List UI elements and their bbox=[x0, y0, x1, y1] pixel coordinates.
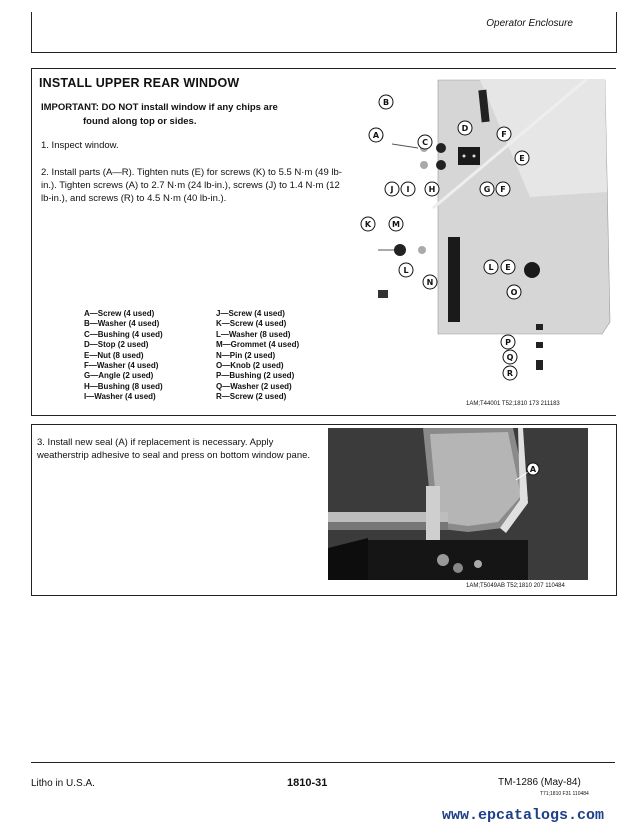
legend-item: E—Nut (8 used) bbox=[84, 350, 144, 360]
important-note bbox=[41, 101, 341, 129]
window-parts-illustration bbox=[360, 72, 614, 402]
legend-item: G—Angle (2 used) bbox=[84, 371, 154, 381]
footer-rule bbox=[31, 762, 615, 763]
watermark-link[interactable]: www.epcatalogs.com bbox=[442, 807, 605, 824]
callout-n: N bbox=[426, 278, 434, 287]
step-1-text: 1. Inspect window. bbox=[41, 140, 119, 151]
step-2-text: 2. Install parts (A—R). Tighten nuts (E) for screws (K) to 5.5 N·m (49 lb-in.). Tighten screws (A) to 2.7 N·m (24 lb-in.), screws (J) to 1.4 N·m (12 lb-in.), and screws (R) to 4.5 N·m (40 lb-in.). bbox=[41, 167, 342, 204]
figure-1-id: 1AM;T44001 T52;1810 173 211183 bbox=[466, 401, 560, 407]
callout-r: R bbox=[506, 369, 514, 378]
page-number: 1810-31 bbox=[287, 777, 328, 789]
legend-item: I—Washer (4 used) bbox=[84, 392, 156, 402]
important-line-2: found along top or sides. bbox=[83, 116, 197, 127]
photo-id: 1AM;T5049AB T52;1810 207 110484 bbox=[466, 583, 565, 589]
callout-g: G bbox=[483, 185, 491, 194]
legend-item: Q—Washer (2 used) bbox=[216, 381, 292, 391]
callout-f-2: F bbox=[500, 185, 506, 194]
seal-photo bbox=[328, 428, 588, 580]
manual-id: TM-1286 (May-84) bbox=[498, 777, 581, 788]
legend-item: D—Stop (2 used) bbox=[84, 340, 149, 350]
legend-item: F—Washer (4 used) bbox=[84, 361, 159, 371]
legend-item: R—Screw (2 used) bbox=[216, 392, 287, 402]
step-3-text: 3. Install new seal (A) if replacement is necessary. Apply weatherstrip adhesive to seal and press on bottom window pane. bbox=[37, 437, 311, 461]
callout-k: K bbox=[364, 220, 372, 229]
callout-p: P bbox=[505, 338, 511, 347]
legend-item: K—Screw (4 used) bbox=[216, 319, 287, 329]
callout-e-2: E bbox=[505, 263, 511, 272]
callout-f: F bbox=[501, 130, 507, 139]
callout-m: M bbox=[392, 220, 400, 229]
section-title: INSTALL UPPER REAR WINDOW bbox=[39, 76, 240, 90]
important-line-1: IMPORTANT: DO NOT install window if any chips are bbox=[41, 102, 278, 113]
callout-o: O bbox=[510, 288, 518, 297]
callout-h: H bbox=[428, 185, 436, 194]
legend-item: C—Bushing (4 used) bbox=[84, 329, 163, 339]
legend-item: N—Pin (2 used) bbox=[216, 350, 276, 360]
legend-item: B—Washer (4 used) bbox=[84, 319, 160, 329]
callout-l-2: L bbox=[488, 263, 494, 272]
footer-litho: Litho in U.S.A. bbox=[31, 778, 95, 789]
footer-code: T71;1810 F31 110484 bbox=[540, 791, 589, 797]
callout-i: I bbox=[406, 185, 410, 194]
legend-item: H—Bushing (8 used) bbox=[84, 381, 163, 391]
section-header-title: Operator Enclosure bbox=[486, 18, 573, 29]
callout-a: A bbox=[372, 131, 380, 140]
callout-b: B bbox=[382, 98, 390, 107]
legend-item: J—Screw (4 used) bbox=[216, 309, 285, 318]
legend-item: L—Washer (8 used) bbox=[216, 329, 291, 339]
callout-q: Q bbox=[506, 353, 514, 362]
parts-legend bbox=[84, 309, 344, 403]
legend-item: O—Knob (2 used) bbox=[216, 361, 284, 371]
callout-d: D bbox=[461, 124, 469, 133]
legend-item: A—Screw (4 used) bbox=[84, 309, 155, 318]
callout-l: L bbox=[403, 266, 409, 275]
legend-item: M—Grommet (4 used) bbox=[216, 340, 300, 350]
photo-callout-a: A bbox=[529, 465, 537, 474]
legend-item: P—Bushing (2 used) bbox=[216, 371, 295, 381]
callout-e: E bbox=[519, 154, 525, 163]
callout-j: J bbox=[390, 185, 394, 194]
callout-c: C bbox=[422, 138, 428, 147]
